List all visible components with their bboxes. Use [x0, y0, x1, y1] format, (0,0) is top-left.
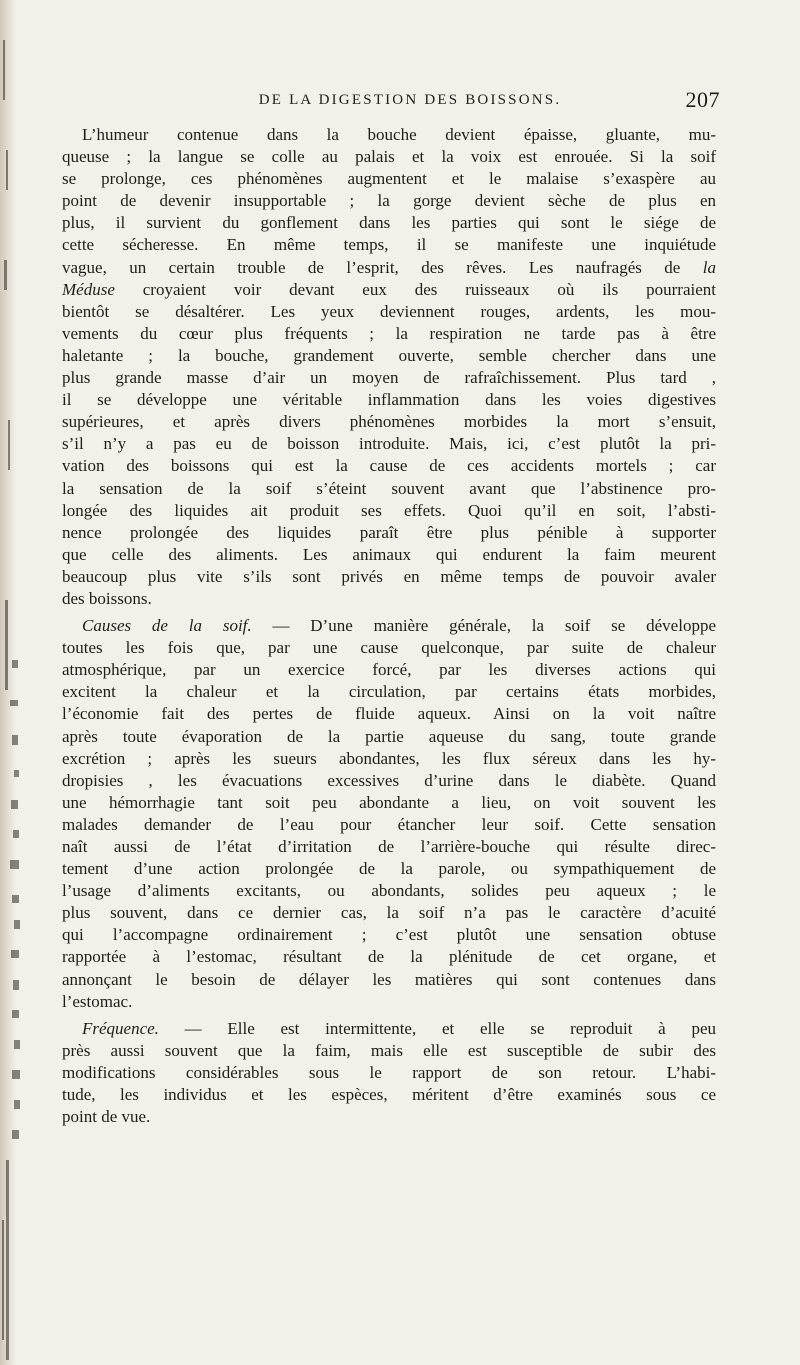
text-line: point de devenir insupportable ; la gorge devient sèche de plus en [62, 191, 716, 211]
running-head [100, 86, 720, 114]
text-line: haletante ; la bouche, grandement ouverte, semble chercher dans une [62, 345, 716, 365]
text-line: après toute évaporation de la partie aqueuse du sang, toute grande [62, 726, 716, 746]
text-line: la sensation de la soif s’éteint souvent avant que l’abstinence pro- [62, 478, 716, 498]
text-line: rapportée à l’estomac, résultant de la plénitude de cet organe, et [62, 947, 716, 967]
text-line: des boissons. [62, 588, 152, 608]
text-segment: — Elle est intermittente, et elle se reproduit à peu [158, 1018, 716, 1038]
text-line: annonçant le besoin de délayer les matières qui sont contenues dans [62, 969, 716, 989]
text-line: plus grande masse d’air un moyen de rafraîchissement. Plus tard , [62, 368, 716, 388]
section-heading-frequency: Fréquence. [82, 1018, 159, 1038]
text-line: tude, les individus et les espèces, méritent d’être examinés sous ce [62, 1085, 716, 1105]
text-line: il se développe une véritable inflammation dans les voies digestives [62, 390, 716, 410]
text-line: qui l’accompagne ordinairement ; c’est plutôt une sensation obtuse [62, 925, 716, 945]
text-line: atmosphérique, par un exercice forcé, par les diverses actions qui [62, 660, 716, 680]
italic-word: la [702, 257, 716, 277]
text-line: l’estomac. [62, 991, 133, 1011]
text-line: plus, il survient du gonflement dans les parties qui sont le siége de [62, 213, 716, 233]
text-line: vements du cœur plus fréquents ; la respiration ne tarde pas à être [62, 323, 716, 343]
text-line: modifications considérables sous le rapport de son retour. L’habi- [62, 1062, 716, 1082]
text-line: L’humeur contenue dans la bouche devient épaisse, gluante, mu- [82, 125, 716, 144]
page-number: 207 [685, 87, 720, 112]
text-line: une hémorrhagie tant soit peu abondante a lieu, on voit souvent les [62, 792, 716, 812]
text-line: supérieures, et après divers phénomènes morbides la mort s’ensuit, [62, 412, 716, 432]
text-line: vation des boissons qui est la cause de ces accidents mortels ; car [62, 456, 716, 476]
text-line: excrétion ; après les sueurs abondantes, les flux séreux dans les hy- [62, 748, 716, 768]
text-line: nence prolongée des liquides paraît être plus pénible à supporter [62, 522, 716, 542]
text-line: beaucoup plus vite s’ils sont privés en même temps de pouvoir avaler [62, 566, 716, 586]
text-line [62, 257, 716, 279]
text-line: tement d’une action prolongée de la parole, ou sympathiquement de [62, 859, 716, 879]
text-line: point de vue. [62, 1107, 151, 1127]
text-line: l’économie fait des pertes de fluide aqueux. Ainsi on la voit naître [62, 704, 716, 724]
text-line: queuse ; la langue se colle au palais et la voix est enrouée. Si la soif [62, 147, 716, 167]
italic-title-meduse: Méduse [62, 279, 115, 299]
paragraph-causes [62, 615, 716, 1013]
text-line: malades demander de l’eau pour étancher leur soif. Cette sensation [62, 814, 716, 834]
text-line: toutes les fois que, par une cause quelconque, par suite de chaleur [62, 638, 716, 658]
section-heading-causes: Causes de la soif. [82, 616, 252, 636]
text-line [62, 615, 716, 637]
running-title: DE LA DIGESTION DES BOISSONS. [258, 92, 562, 108]
text-line: près aussi souvent que la faim, mais elle est susceptible de subir des [62, 1040, 716, 1060]
text-line: se prolonge, ces phénomènes augmentent et le malaise s’exaspère au [62, 169, 716, 189]
text-line: dropisies , les évacuations excessives d’urine dans le diabète. Quand [62, 770, 716, 790]
body-text [62, 124, 716, 1133]
text-line: plus souvent, dans ce dernier cas, la soif n’a pas le caractère d’acuité [62, 903, 716, 923]
text-line: s’il n’y a pas eu de boisson introduite. Mais, ici, c’est plutôt la pri- [62, 434, 716, 454]
text-line: excitent la chaleur et la circulation, par certains états morbides, [62, 682, 716, 702]
paragraph-symptoms [62, 124, 716, 610]
text-line: longée des liquides ait produit ses effets. Quoi qu’il en soit, l’absti- [62, 500, 716, 520]
text-segment: — D’une manière générale, la soif se développe [251, 616, 716, 636]
text-line: cette sécheresse. En même temps, il se manifeste une inquiétude [62, 235, 716, 255]
text-line [62, 1018, 716, 1040]
text-line: bientôt se désaltérer. Les yeux deviennent rouges, ardents, les mou- [62, 301, 716, 321]
text-line: naît aussi de l’état d’irritation de l’arrière-bouche qui résulte direc- [62, 837, 716, 856]
text-line: que celle des aliments. Les animaux qui endurent la faim meurent [62, 544, 716, 564]
text-segment: croyaient voir devant eux des ruisseaux où ils pourraient [142, 279, 716, 299]
text-line [62, 279, 716, 301]
text-segment: vague, un certain trouble de l’esprit, des rêves. Les naufragés de [62, 257, 703, 277]
paragraph-frequency [62, 1018, 716, 1128]
text-line: l’usage d’aliments excitants, ou abondants, solides peu aqueux ; le [62, 881, 716, 901]
